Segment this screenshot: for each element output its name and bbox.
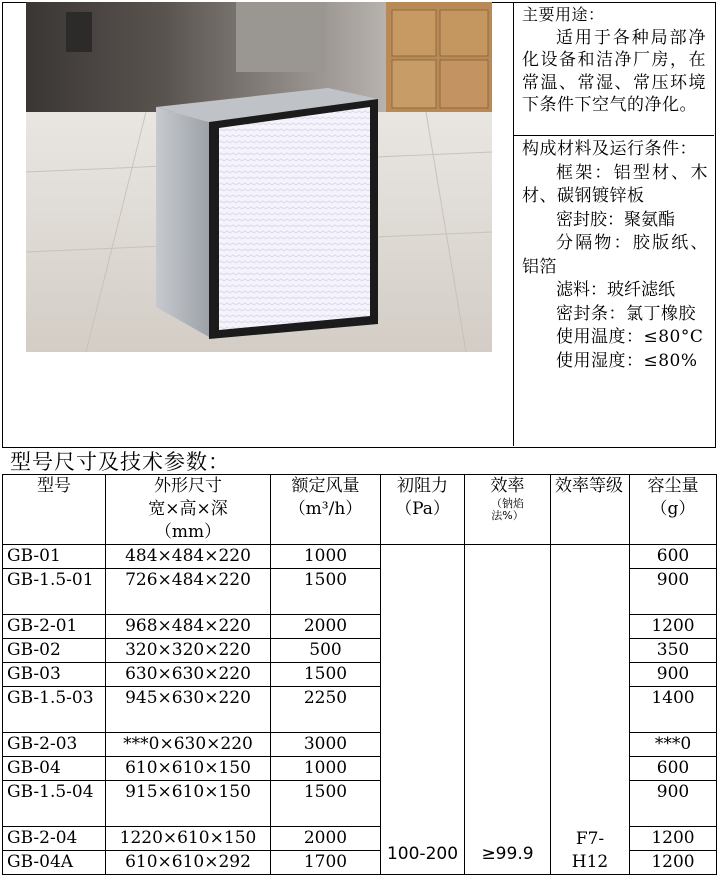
material-frame: 框架：铝型材、木材、碳钢镀锌板 — [522, 162, 708, 206]
size-cell: 968×484×220 — [106, 615, 271, 639]
dust-cell: 900 — [630, 663, 717, 687]
size-cell: 945×630×220 — [106, 687, 271, 733]
flow-cell: 1500 — [271, 781, 381, 827]
size-cell: 726×484×220 — [106, 569, 271, 615]
header-dust: 容尘量 （g） — [630, 475, 717, 545]
spec-table — [2, 474, 717, 875]
dust-cell: 600 — [630, 545, 717, 569]
dust-cell: 350 — [630, 639, 717, 663]
size-cell: 610×610×150 — [106, 757, 271, 781]
model-cell: GB-2-01 — [3, 615, 106, 639]
flow-cell: 1000 — [271, 545, 381, 569]
model-cell: GB-04A — [3, 851, 106, 875]
product-description — [514, 2, 714, 446]
flow-cell: 1700 — [271, 851, 381, 875]
header-size: 外形尺寸 宽×高×深 （mm） — [106, 475, 271, 545]
header-resistance: 初阻力 （Pa） — [381, 475, 465, 545]
flow-cell: 1500 — [271, 569, 381, 615]
table-row — [3, 545, 717, 569]
header-efficiency: 效率 （钠焰 法%） — [465, 475, 551, 545]
use-text: 适用于各种局部净化设备和洁净厂房，在常温、常湿、常压环境下条件下空气的净化。 — [522, 27, 706, 115]
flow-cell: 2000 — [271, 615, 381, 639]
size-cell: 484×484×220 — [106, 545, 271, 569]
size-cell: 610×610×292 — [106, 851, 271, 875]
flow-cell: 2250 — [271, 687, 381, 733]
operating-humidity: 使用湿度：≤80% — [556, 350, 698, 371]
flow-cell: 1000 — [271, 757, 381, 781]
grade-cell: F7- H12 — [551, 545, 630, 875]
dust-cell: 900 — [630, 569, 717, 615]
efficiency-cell: ≥99.9 — [465, 545, 551, 875]
materials-heading: 构成材料及运行条件： — [522, 139, 697, 159]
dust-cell: 600 — [630, 757, 717, 781]
model-cell: GB-02 — [3, 639, 106, 663]
dust-cell: 1400 — [630, 687, 717, 733]
material-media: 滤料：玻纤滤纸 — [556, 280, 675, 300]
table-header-row — [3, 475, 717, 545]
model-cell: GB-1.5-01 — [3, 569, 106, 615]
model-cell: GB-1.5-03 — [3, 687, 106, 733]
material-gasket: 密封条：氯丁橡胶 — [556, 303, 696, 324]
dust-cell: 1200 — [630, 615, 717, 639]
size-cell: 915×610×150 — [106, 781, 271, 827]
size-cell: ***0×630×220 — [106, 733, 271, 757]
model-cell: GB-2-03 — [3, 733, 106, 757]
model-cell: GB-01 — [3, 545, 106, 569]
model-cell: GB-2-04 — [3, 827, 106, 851]
hepa-filter-photo — [26, 2, 492, 352]
operating-temperature: 使用温度：≤80°C — [556, 327, 704, 347]
flow-cell: 3000 — [271, 733, 381, 757]
material-separator: 分隔物：胶版纸、铝箔 — [522, 233, 708, 277]
flow-cell: 2000 — [271, 827, 381, 851]
dust-cell: 1200 — [630, 851, 717, 875]
size-cell: 320×320×220 — [106, 639, 271, 663]
model-cell: GB-1.5-04 — [3, 781, 106, 827]
material-sealant: 密封胶：聚氨酯 — [556, 209, 675, 230]
use-section — [514, 2, 714, 136]
dust-cell: 900 — [630, 781, 717, 827]
dust-cell: ***0 — [630, 733, 717, 757]
header-model: 型号 — [3, 475, 106, 545]
model-cell: GB-04 — [3, 757, 106, 781]
resistance-cell: 100-200 — [381, 545, 465, 875]
header-flow: 额定风量 （m³/h） — [271, 475, 381, 545]
materials-section — [514, 136, 714, 446]
params-title: 型号尺寸及技术参数： — [10, 450, 230, 474]
header-grade: 效率等级 — [551, 475, 630, 545]
flow-cell: 1500 — [271, 663, 381, 687]
use-heading: 主要用途： — [522, 5, 605, 24]
size-cell: 1220×610×150 — [106, 827, 271, 851]
flow-cell: 500 — [271, 639, 381, 663]
model-cell: GB-03 — [3, 663, 106, 687]
size-cell: 630×630×220 — [106, 663, 271, 687]
dust-cell: 1200 — [630, 827, 717, 851]
